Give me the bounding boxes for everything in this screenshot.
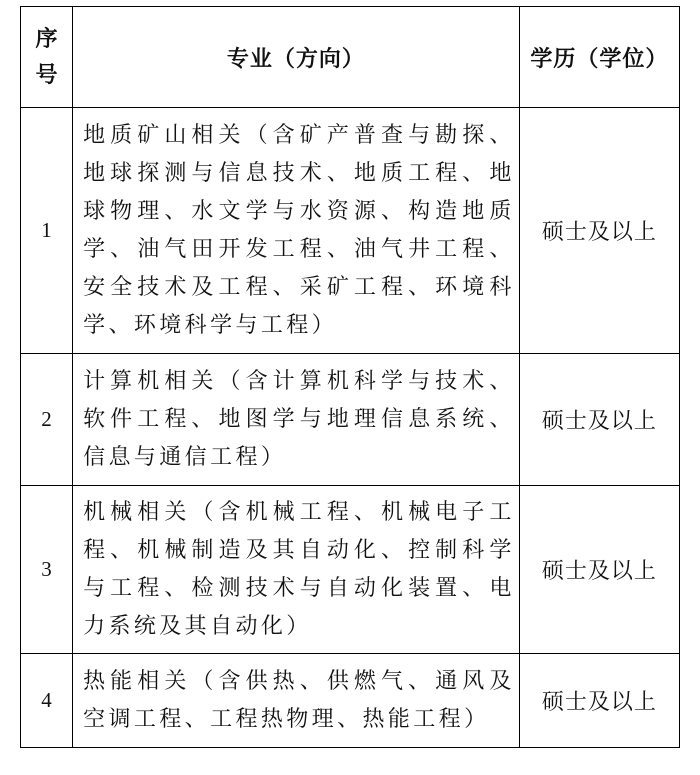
row-number: 1 [21, 108, 73, 354]
row-number: 4 [21, 654, 73, 748]
header-degree: 学历（学位） [519, 7, 679, 108]
row-degree: 硕士及以上 [519, 654, 679, 748]
row-degree: 硕士及以上 [519, 486, 679, 654]
table-row [21, 354, 680, 486]
header-no-line1: 序 [35, 26, 58, 52]
header-no-line2: 号 [35, 62, 58, 88]
row-major: 机械相关（含机械工程、机械电子工程、机械制造及其自动化、控制科学与工程、检测技术与自动化装置、电力系统及其自动化） [73, 486, 520, 654]
table-row [21, 654, 680, 748]
header-no [21, 7, 73, 108]
row-major: 热能相关（含供热、供燃气、通风及空调工程、工程热物理、热能工程） [73, 654, 520, 748]
row-number: 3 [21, 486, 73, 654]
major-degree-table [20, 6, 680, 748]
row-number: 2 [21, 354, 73, 486]
row-degree: 硕士及以上 [519, 354, 679, 486]
row-major: 地质矿山相关（含矿产普查与勘探、地球探测与信息技术、地质工程、地球物理、水文学与水资源、构造地质学、油气田开发工程、油气井工程、安全技术及工程、采矿工程、环境科学、环境科学与工程） [73, 108, 520, 354]
header-major: 专业（方向） [73, 7, 520, 108]
table-row [21, 108, 680, 354]
table-header-row [21, 7, 680, 108]
row-degree: 硕士及以上 [519, 108, 679, 354]
row-major: 计算机相关（含计算机科学与技术、软件工程、地图学与地理信息系统、信息与通信工程） [73, 354, 520, 486]
table-row [21, 486, 680, 654]
